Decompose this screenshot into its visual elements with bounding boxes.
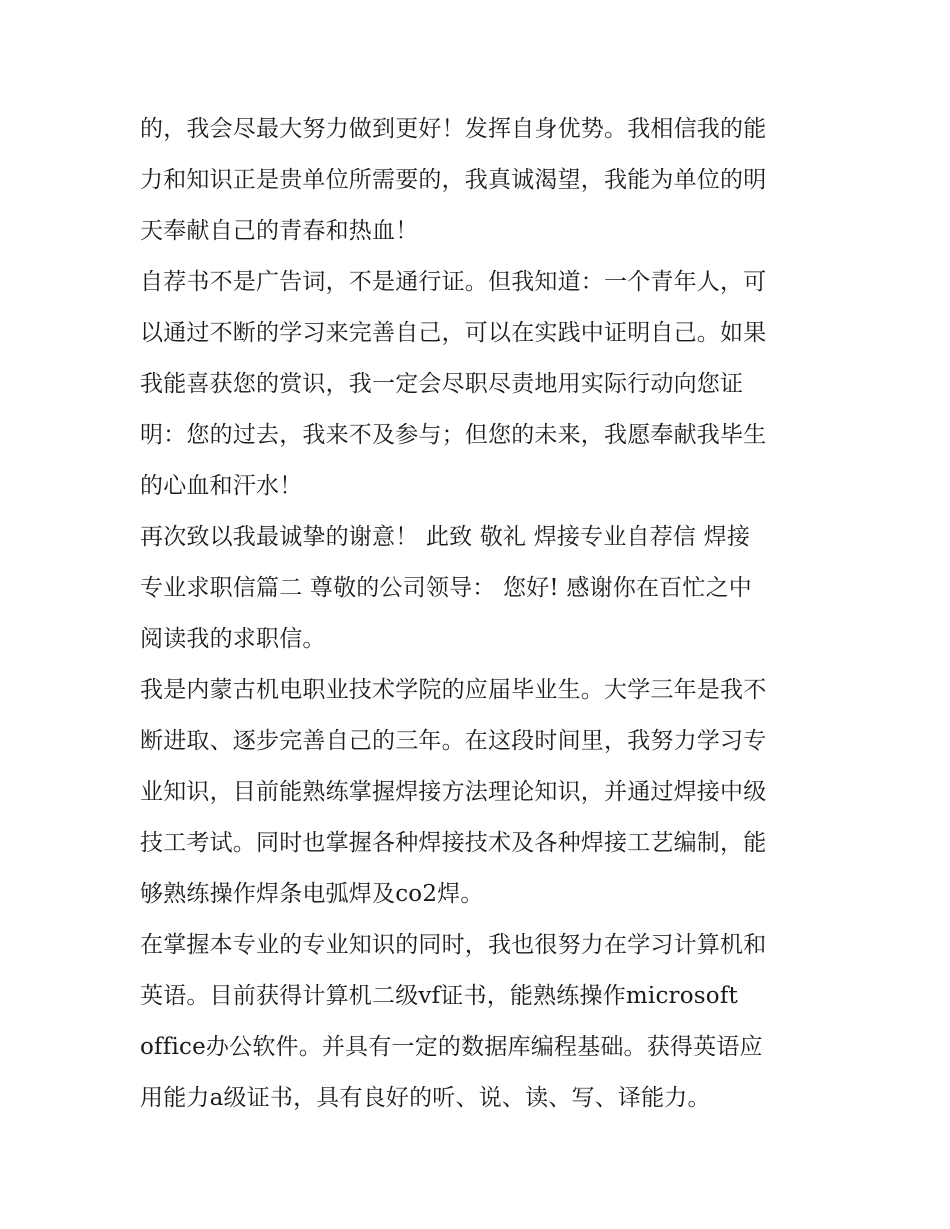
- text-line: 我能喜获您的赏识，我一定会尽职尽责地用实际行动向您证: [140, 371, 744, 397]
- text-line: 力和知识正是贵单位所需要的，我真诚渴望，我能为单位的明: [140, 167, 767, 193]
- text-line: 技工考试。同时也掌握各种焊接技术及各种焊接工艺编制，能: [140, 830, 767, 856]
- text-line: 用能力a级证书，具有良好的听、说、读、写、译能力。: [140, 1085, 711, 1111]
- text-line: 明：您的过去，我来不及参与；但您的未来，我愿奉献我毕生: [140, 422, 767, 448]
- paragraph-4: [140, 665, 815, 920]
- text-line: 英语。目前获得计算机二级vf证书，能熟练操作microsoft: [140, 983, 739, 1009]
- paragraph-2: [140, 257, 815, 512]
- paragraph-1: [140, 104, 815, 257]
- paragraph-5: [140, 920, 815, 1124]
- text-line: 专业求职信篇二 尊敬的公司领导： 您好! 感谢你在百忙之中: [140, 575, 752, 601]
- text-line: 以通过不断的学习来完善自己，可以在实践中证明自己。如果: [140, 320, 767, 346]
- document-body: [140, 104, 815, 1124]
- text-line: 业知识，目前能熟练掌握焊接方法理论知识，并通过焊接中级: [140, 779, 767, 805]
- text-line: 再次致以我最诚挚的谢意！ 此致 敬礼 焊接专业自荐信 焊接: [140, 524, 751, 550]
- paragraph-3: [140, 512, 815, 665]
- text-line: 在掌握本专业的专业知识的同时，我也很努力在学习计算机和: [140, 932, 767, 958]
- text-line: office办公软件。并具有一定的数据库编程基础。获得英语应: [140, 1034, 763, 1060]
- text-line: 阅读我的求职信。: [140, 626, 326, 652]
- text-line: 天奉献自己的青春和热血！: [140, 218, 419, 244]
- text-line: 断进取、逐步完善自己的三年。在这段时间里，我努力学习专: [140, 728, 767, 754]
- text-line: 的，我会尽最大努力做到更好！发挥自身优势。我相信我的能: [140, 116, 767, 142]
- text-line: 的心血和汗水！: [140, 473, 303, 499]
- text-line: 够熟练操作焊条电弧焊及co2焊。: [140, 881, 484, 907]
- text-line: 我是内蒙古机电职业技术学院的应届毕业生。大学三年是我不: [140, 677, 767, 703]
- text-line: 自荐书不是广告词，不是通行证。但我知道：一个青年人，可: [140, 269, 767, 295]
